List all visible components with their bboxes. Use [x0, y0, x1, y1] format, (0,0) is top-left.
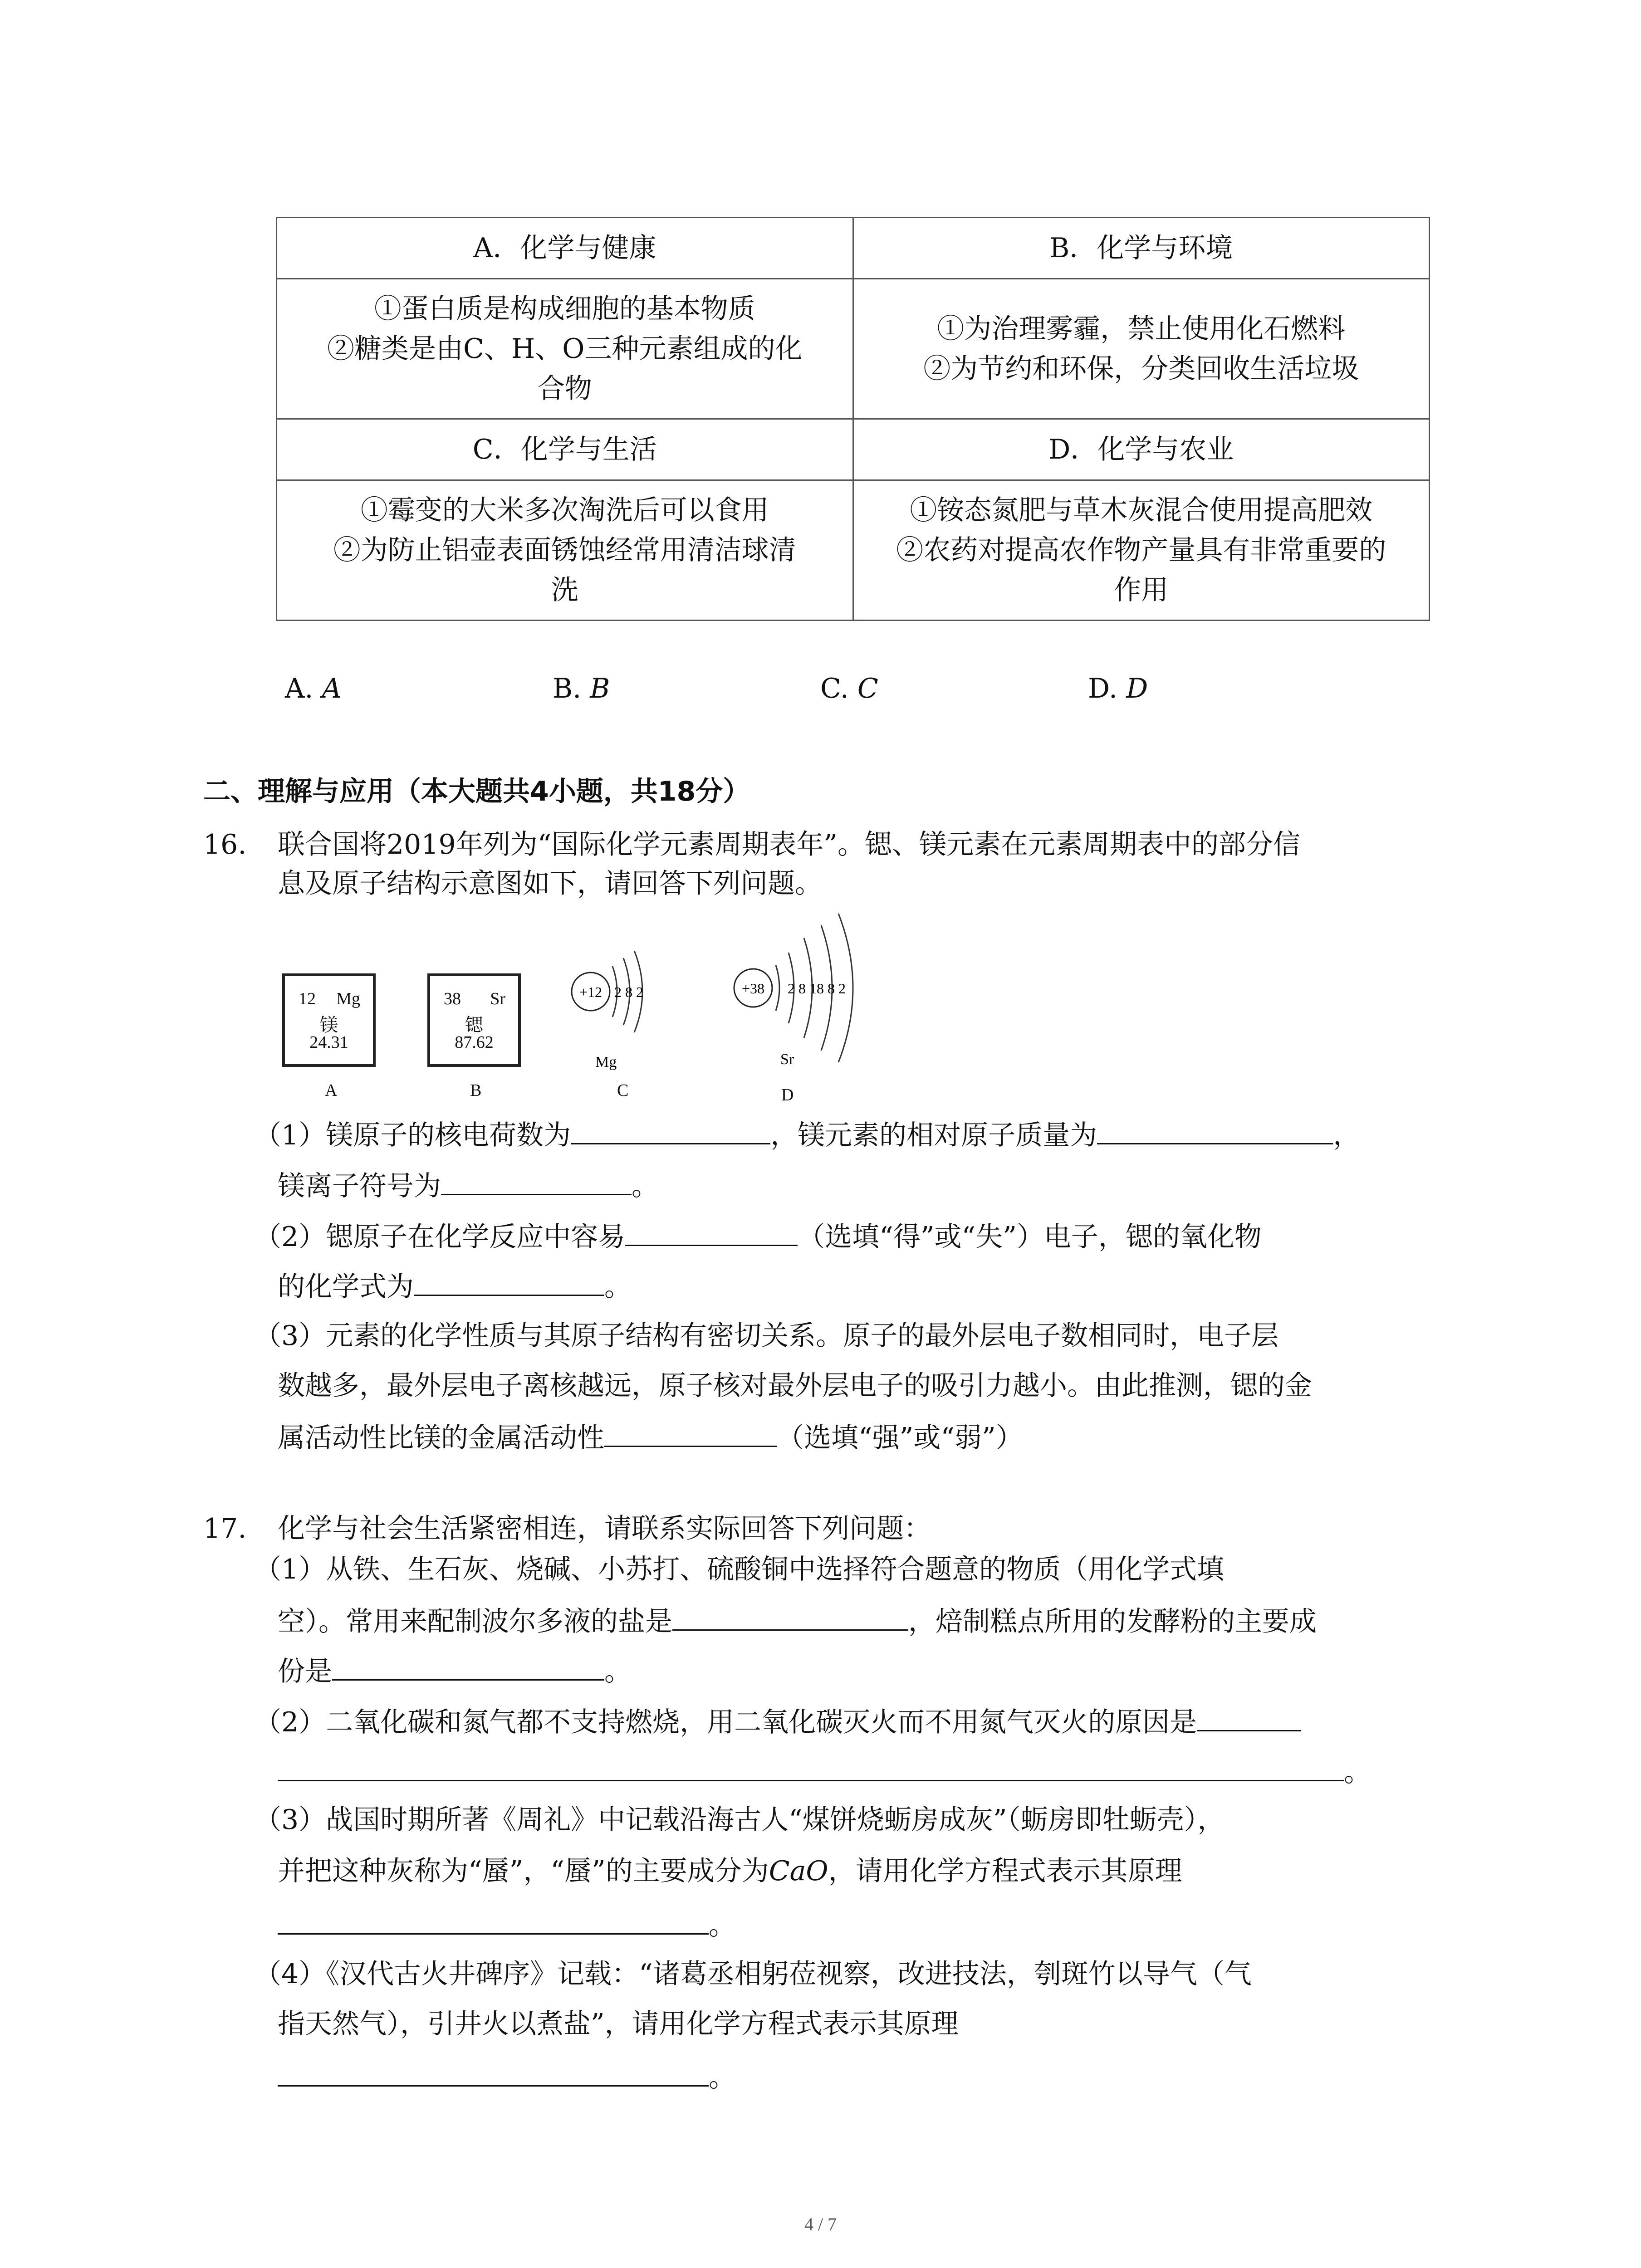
q17-part-2-line-2: 。	[278, 1752, 1371, 1790]
mg-nucleus-charge: +12	[579, 984, 603, 1000]
answer-option-d[interactable]: D. D	[1088, 673, 1148, 704]
answer-option-b[interactable]: B. B	[553, 673, 610, 704]
cell-b-title: B．化学与环境	[853, 218, 1430, 279]
q16-part-2-line-2: 的化学式为 。	[278, 1266, 632, 1305]
q17-blank-methane-equation[interactable]	[278, 2057, 709, 2087]
mg-symbol: Mg	[336, 989, 360, 1008]
cell-c-body	[277, 480, 853, 621]
cell-c-line-2: ②为防止铝壶表面锈蚀经常用清洁球清	[333, 534, 796, 566]
cell-d-title: D．化学与农业	[853, 419, 1430, 480]
cell-a-line-1: ①蛋白质是构成细胞的基本物质	[374, 293, 755, 325]
mg-atomic-mass: 24.31	[309, 1033, 348, 1052]
mg-electron-shells: 2 8 2	[614, 984, 643, 1000]
q16-part-1-line-2: 镁离子符号为 。	[278, 1166, 659, 1204]
sr-symbol: Sr	[490, 989, 505, 1008]
answer-option-a[interactable]: A. A	[285, 673, 342, 704]
figure-caption-c: C	[617, 1081, 629, 1100]
q17-blank-bordeaux-salt[interactable]	[672, 1601, 908, 1631]
q17-part-1-line-2: 空）。常用来配制波尔多液的盐是 ，焙制糕点所用的发酵粉的主要成	[278, 1601, 1317, 1640]
q17-blank-cao-equation[interactable]	[278, 1905, 709, 1935]
cell-b-body	[853, 279, 1430, 419]
sr-atomic-mass: 87.62	[455, 1033, 494, 1052]
q17-blank-baking-powder[interactable]	[332, 1651, 604, 1681]
q17-part-3-line-3: 。	[278, 1905, 736, 1944]
q16-blank-sr-oxide-formula[interactable]	[414, 1266, 604, 1296]
sr-electron-shells: 2 8 18 8 2	[788, 980, 846, 997]
mg-atomic-number: 12	[299, 989, 316, 1008]
q17-blank-co2-reason-start[interactable]	[1197, 1702, 1301, 1731]
q17-blank-co2-reason[interactable]	[278, 1752, 1344, 1781]
figure-caption-b: B	[470, 1081, 482, 1100]
sr-chinese-name: 锶	[465, 1015, 483, 1035]
q17-part-4-line-1: （4）《汉代古火井碑序》记载：“诸葛丞相躬莅视察，改进技法，刳斑竹以导气（气	[254, 1958, 1252, 1990]
cell-a-title: A．化学与健康	[277, 218, 853, 279]
q16-part-3-line-3: 属活动性比镁的金属活动性 （选填“强”或“弱”）	[278, 1418, 1023, 1456]
q17-number: 17.	[203, 1513, 247, 1545]
q17-part-1-line-3: 份是 。	[278, 1651, 632, 1690]
cell-b-line-2: ②为节约和环保，分类回收生活垃圾	[923, 353, 1359, 385]
figure-caption-a: A	[325, 1081, 338, 1100]
q17-stem: 化学与社会生活紧密相连，请联系实际回答下列问题：	[278, 1513, 931, 1545]
page-number: 4 / 7	[804, 2214, 837, 2234]
q16-part-2-line-1: （2）锶原子在化学反应中容易 （选填“得”或“失”）电子，锶的氧化物	[254, 1217, 1262, 1255]
q16-blank-stronger-weaker[interactable]	[604, 1418, 777, 1447]
q17-part-2-line-1: （2）二氧化碳和氮气都不支持燃烧，用二氧化碳灭火而不用氮气灭火的原因是	[254, 1702, 1301, 1740]
cell-c-title: C．化学与生活	[277, 419, 853, 480]
figure-caption-d: D	[781, 1085, 794, 1105]
q16-blank-atomic-mass[interactable]	[1097, 1115, 1333, 1144]
sr-nucleus-charge: +38	[741, 980, 765, 997]
q16-blank-mg-ion-symbol[interactable]	[441, 1166, 632, 1195]
cell-d-line-3: 作用	[1114, 574, 1169, 606]
mg-atom-label: Mg	[595, 1054, 617, 1070]
mg-chinese-name: 镁	[320, 1015, 338, 1035]
cell-d-line-1: ①铵态氮肥与草木灰混合使用提高肥效	[910, 494, 1373, 526]
cell-c-line-3: 洗	[551, 574, 578, 606]
mg-atom-structure-diagram	[567, 948, 685, 1075]
element-box-sr	[427, 973, 521, 1067]
q16-part-1-line-1: （1）镁原子的核电荷数为 ，镁元素的相对原子质量为 ，	[254, 1115, 1360, 1154]
q16-number: 16.	[203, 829, 247, 860]
cell-d-body	[853, 480, 1430, 621]
q16-stem-line-2: 息及原子结构示意图如下，请回答下列问题。	[278, 868, 822, 899]
q17-part-4-line-3: 。	[278, 2057, 736, 2096]
answer-option-c[interactable]: C. C	[820, 673, 878, 704]
sr-atom-label: Sr	[780, 1051, 794, 1068]
q16-blank-gain-lose[interactable]	[625, 1217, 798, 1246]
sr-atomic-number: 38	[444, 989, 461, 1008]
cell-a-line-3: 合物	[537, 373, 592, 405]
q16-blank-nuclear-charge[interactable]	[571, 1115, 770, 1144]
q17-part-4-line-2: 指天然气），引井火以煮盐”，请用化学方程式表示其原理	[278, 2008, 959, 2040]
q17-part-3-line-1: （3）战国时期所著《周礼》中记载沿海古人“煤饼烧蛎房成灰”（蛎房即牡蛎壳），	[254, 1804, 1225, 1836]
cell-a-body	[277, 279, 853, 419]
options-table	[276, 217, 1430, 621]
cell-c-line-1: ①霉变的大米多次淘洗后可以食用	[360, 494, 769, 526]
section-2-heading: 二、理解与应用（本大题共4小题，共18分）	[203, 776, 750, 807]
element-box-mg	[282, 973, 376, 1067]
q16-part-3-line-1: （3）元素的化学性质与其原子结构有密切关系。原子的最外层电子数相同时，电子层	[254, 1320, 1279, 1352]
cell-b-line-1: ①为治理雾霾，禁止使用化石燃料	[937, 313, 1346, 345]
q17-part-3-line-2: 并把这种灰称为“蜃”，“蜃”的主要成分为CaO，请用化学方程式表示其原理	[278, 1855, 1182, 1887]
cell-d-line-2: ②农药对提高农作物产量具有非常重要的	[896, 534, 1386, 566]
q16-part-3-line-2: 数越多，最外层电子离核越远，原子核对最外层电子的吸引力越小。由此推测，锶的金	[278, 1370, 1312, 1402]
q17-part-1-line-1: （1）从铁、生石灰、烧碱、小苏打、硫酸铜中选择符合题意的物质（用化学式填	[254, 1554, 1225, 1585]
sr-atom-structure-diagram	[730, 907, 921, 1080]
q16-stem-line-1: 联合国将2019年列为“国际化学元素周期表年”。锶、镁元素在元素周期表中的部分信	[278, 829, 1301, 860]
cell-a-line-2: ②糖类是由C、H、O三种元素组成的化	[327, 333, 803, 365]
